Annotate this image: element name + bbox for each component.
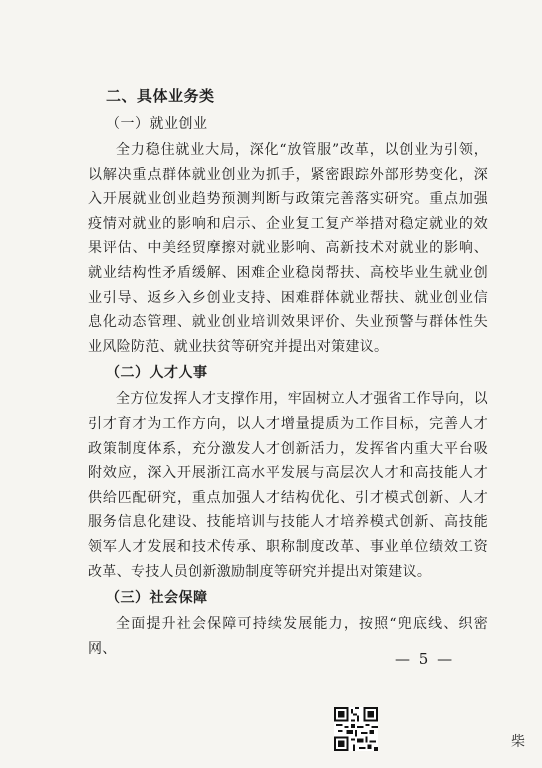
paragraph-talent: 全方位发挥人才支撑作用，牢固树立人才强省工作导向，以引才育才为工作方向，以人才增量提质为工作目标，完善人才政策制度体系，充分激发人才创新活力，发挥省内重大平台吸附效应，深入开展浙江高水平发展与高层次人才和高技能人才供给匹配研究，重点加强人才结构优化、引才模式创新、人才服务信息化建设、技能培训与技能人才培养模式创新、高技能领军人才发展和技术传承、职称制度改革、事业单位绩效工资改革、专技人员创新激励制度等研究并提出对策建议。 <box>88 391 488 580</box>
subsection-heading-social-security: （三）社会保障 <box>106 590 208 607</box>
corner-mark: 柴 <box>511 734 525 750</box>
section-heading: 二、具体业务类 <box>106 87 215 105</box>
subsection-heading-talent: （二）人才人事 <box>106 365 208 382</box>
paragraph-employment: 全力稳住就业大局，深化“放管服”改革，以创业为引领，以解决重点群体就业创业为抓手，紧密跟踪外部形势变化，深入开展就业创业趋势预测判断与政策完善落实研究。重点加强疫情对就业的影响和启示、企业复工复产举措对稳定就业的效果评估、中美经贸摩擦对就业影响、高新技术对就业的影响、就业结构性矛盾缓解、困难企业稳岗帮扶、高校毕业生就业创业引导、返乡入乡创业支持、困难群体就业帮扶、就业创业信息化动态管理、就业创业培训效果评价、失业预警与群体性失业风险防范、就业扶贫等研究并提出对策建议。 <box>88 142 488 355</box>
page-number: — 5 — <box>395 650 455 668</box>
document-body <box>88 84 488 663</box>
subsection-heading-employment: （一）就业创业 <box>106 116 208 132</box>
paragraph-social-security: 全面提升社会保障可持续发展能力，按照“兜底线、织密网、 <box>88 616 488 657</box>
qr-code-icon <box>334 707 378 751</box>
